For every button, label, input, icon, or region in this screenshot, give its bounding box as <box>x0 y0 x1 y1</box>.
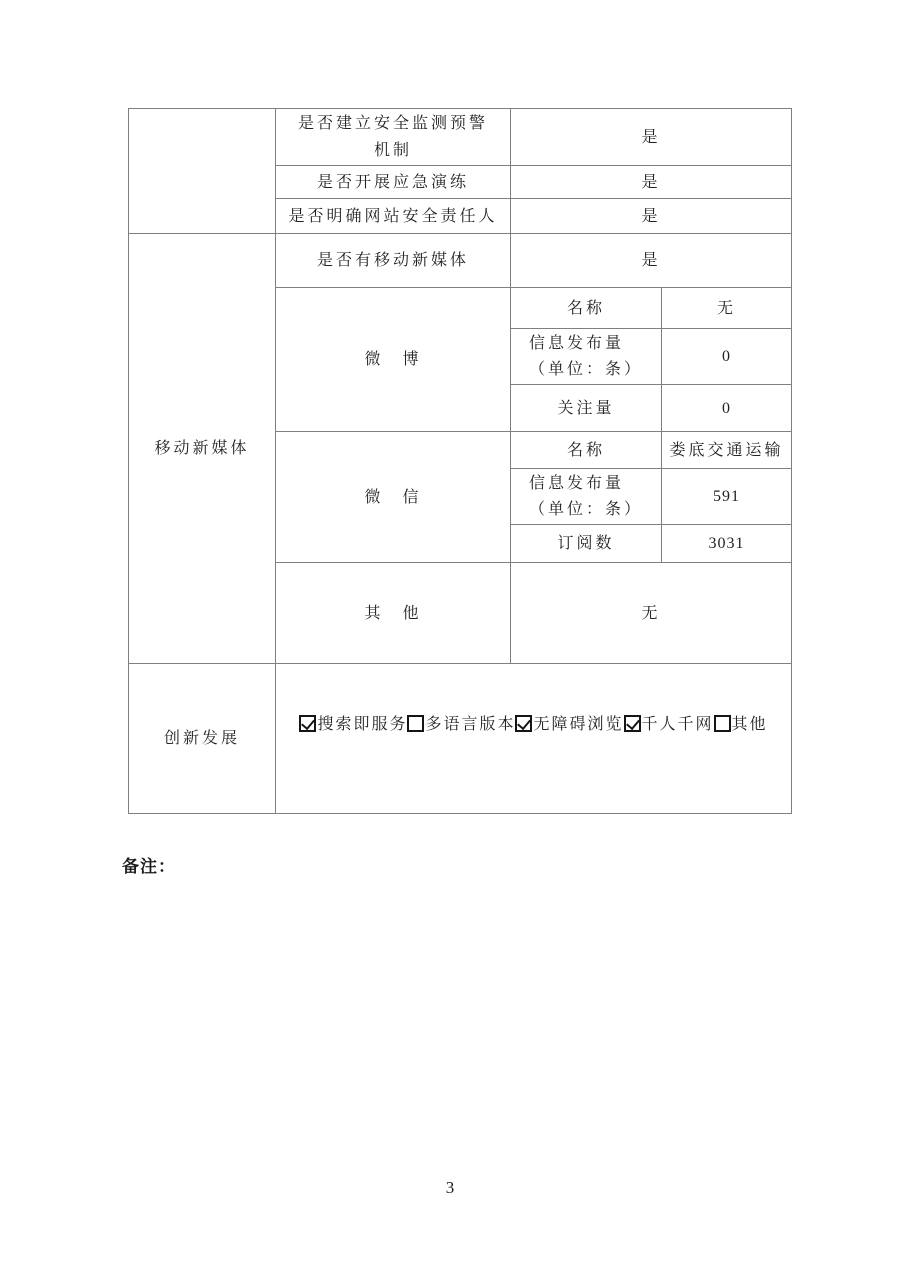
weixin-name-value: 娄底交通运输 <box>662 432 792 469</box>
weibo-posts-label-line2: （单位：条） <box>528 360 643 378</box>
weibo-followers-value: 0 <box>662 385 792 432</box>
page-number: 3 <box>445 1178 455 1197</box>
weixin-subscribers-value: 3031 <box>662 525 792 563</box>
weixin-group-label: 微 信 <box>276 432 511 563</box>
option-search-as-service <box>299 716 407 733</box>
option-personalized-web <box>624 716 714 733</box>
option-other <box>714 716 768 733</box>
weibo-name-value: 无 <box>662 288 792 329</box>
emergency-drill-label: 是否开展应急演练 <box>276 166 511 199</box>
security-warning-mechanism-label-line2: 机制 <box>373 142 412 159</box>
security-warning-mechanism-label-line1: 是否建立安全监测预警 <box>297 115 488 132</box>
weibo-posts-value: 0 <box>662 329 792 385</box>
checkbox-icon <box>515 715 532 732</box>
weibo-name-label: 名称 <box>511 288 662 329</box>
weixin-name-label: 名称 <box>511 432 662 469</box>
option-accessible-browsing-label: 无障碍浏览 <box>533 716 624 733</box>
weibo-followers-label: 关注量 <box>511 385 662 432</box>
mobile-media-section-header: 移动新媒体 <box>129 234 276 664</box>
weixin-posts-label-line2: （单位：条） <box>528 500 643 518</box>
security-warning-mechanism-label <box>276 109 511 166</box>
checkbox-icon <box>624 715 641 732</box>
option-personalized-web-label: 千人千网 <box>641 716 714 733</box>
security-warning-mechanism-value: 是 <box>511 109 792 166</box>
checkbox-icon <box>407 715 424 732</box>
weibo-posts-label-line1: 信息发布量 <box>528 334 624 352</box>
weixin-posts-value: 591 <box>662 469 792 525</box>
option-other-label: 其他 <box>731 716 768 733</box>
security-responsible-person-label: 是否明确网站安全责任人 <box>276 199 511 234</box>
other-media-value: 无 <box>511 563 792 664</box>
other-media-label: 其 他 <box>276 563 511 664</box>
has-mobile-media-label: 是否有移动新媒体 <box>276 234 511 288</box>
option-accessible-browsing <box>515 716 623 733</box>
checkbox-icon <box>299 715 316 732</box>
option-search-as-service-label: 搜索即服务 <box>317 716 408 733</box>
weixin-posts-label <box>511 469 662 525</box>
annual-report-table <box>128 108 792 814</box>
innovation-options-row <box>276 664 792 814</box>
weibo-group-label: 微 博 <box>276 288 511 432</box>
option-multilingual <box>407 716 515 733</box>
emergency-drill-value: 是 <box>511 166 792 199</box>
security-responsible-person-value: 是 <box>511 199 792 234</box>
weixin-subscribers-label: 订阅数 <box>511 525 662 563</box>
option-multilingual-label: 多语言版本 <box>425 716 516 733</box>
weixin-posts-label-line1: 信息发布量 <box>528 474 624 492</box>
notes-label: 备注： <box>122 857 176 876</box>
security-section-header-cell-empty <box>129 109 276 234</box>
innovation-section-header: 创新发展 <box>129 664 276 814</box>
weibo-posts-label <box>511 329 662 385</box>
checkbox-icon <box>714 715 731 732</box>
has-mobile-media-value: 是 <box>511 234 792 288</box>
